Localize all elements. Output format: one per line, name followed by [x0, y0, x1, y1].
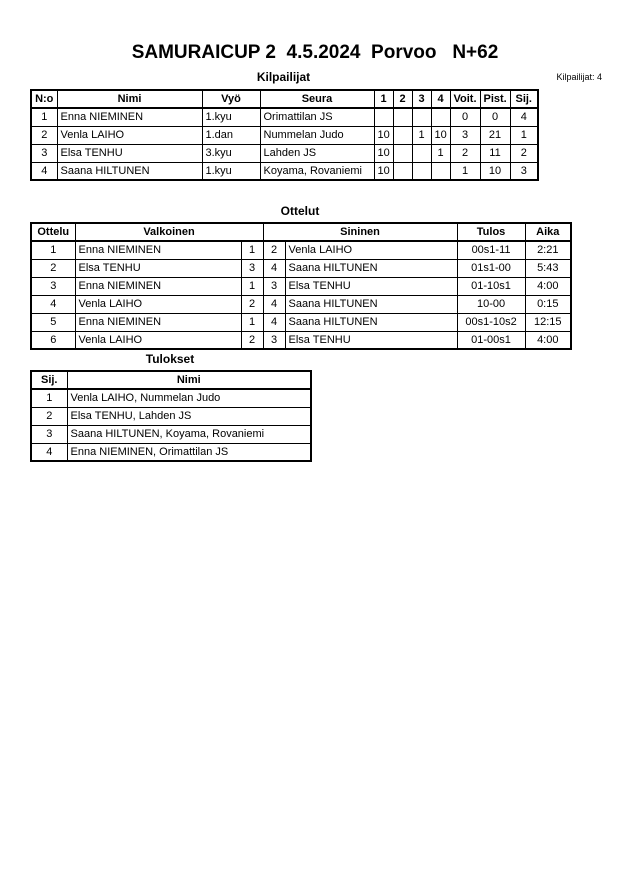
result-row: [31, 443, 311, 461]
competitor-name: Enna NIEMINEN: [57, 108, 202, 126]
result-row: [31, 425, 311, 443]
competitor-club: Nummelan Judo: [260, 126, 374, 144]
competitor-points: 21: [480, 126, 510, 144]
white-player: Enna NIEMINEN: [75, 277, 241, 295]
blue-player: Saana HILTUNEN: [285, 295, 457, 313]
score-vs-4: 1: [431, 144, 450, 162]
competitor-club: Orimattilan JS: [260, 108, 374, 126]
match-no: 1: [31, 241, 75, 259]
match-time: 2:21: [525, 241, 571, 259]
competitors-count: Kilpailijat: 4: [556, 72, 602, 82]
match-time: 4:00: [525, 331, 571, 349]
score-vs-3: [412, 108, 431, 126]
match-result: 01s1-00: [457, 259, 525, 277]
score-vs-1: 10: [374, 162, 393, 180]
competitors-table: [30, 89, 539, 181]
match-time: 0:15: [525, 295, 571, 313]
match-time: 4:00: [525, 277, 571, 295]
col-header-no: N:o: [31, 90, 57, 108]
score-vs-4: 10: [431, 126, 450, 144]
competitor-no: 1: [31, 108, 57, 126]
col-header-opp2: 2: [393, 90, 412, 108]
col-header-name: Nimi: [57, 90, 202, 108]
result-name: Enna NIEMINEN, Orimattilan JS: [67, 443, 311, 461]
col-header-place: Sij.: [31, 371, 67, 389]
col-header-opp3: 3: [412, 90, 431, 108]
match-row: [31, 277, 571, 295]
match-result: 01-10s1: [457, 277, 525, 295]
col-header-match: Ottelu: [31, 223, 75, 241]
result-place: 3: [31, 425, 67, 443]
result-place: 4: [31, 443, 67, 461]
competitor-points: 0: [480, 108, 510, 126]
col-header-name: Nimi: [67, 371, 311, 389]
match-no: 3: [31, 277, 75, 295]
col-header-club: Seura: [260, 90, 374, 108]
score-vs-1: 10: [374, 144, 393, 162]
competitor-club: Lahden JS: [260, 144, 374, 162]
competitor-row: [31, 144, 538, 162]
match-no: 4: [31, 295, 75, 313]
result-row: [31, 407, 311, 425]
result-name: Elsa TENHU, Lahden JS: [67, 407, 311, 425]
match-row: [31, 241, 571, 259]
competitor-row: [31, 162, 538, 180]
result-place: 1: [31, 389, 67, 407]
col-header-white: Valkoinen: [75, 223, 263, 241]
match-no: 2: [31, 259, 75, 277]
white-player: Enna NIEMINEN: [75, 241, 241, 259]
blue-player: Saana HILTUNEN: [285, 313, 457, 331]
col-header-opp1: 1: [374, 90, 393, 108]
blue-player-no: 3: [263, 331, 285, 349]
match-result: 01-00s1: [457, 331, 525, 349]
competitor-wins: 0: [450, 108, 480, 126]
match-result: 00s1-10s2: [457, 313, 525, 331]
white-player: Elsa TENHU: [75, 259, 241, 277]
score-vs-1: [374, 108, 393, 126]
score-vs-3: [412, 162, 431, 180]
competitor-place: 3: [510, 162, 538, 180]
competitor-wins: 2: [450, 144, 480, 162]
result-name: Saana HILTUNEN, Koyama, Rovaniemi: [67, 425, 311, 443]
competitor-name: Saana HILTUNEN: [57, 162, 202, 180]
col-header-points: Pist.: [480, 90, 510, 108]
competitor-belt: 1.kyu: [202, 162, 260, 180]
competitor-row: [31, 126, 538, 144]
result-row: [31, 389, 311, 407]
blue-player-no: 4: [263, 313, 285, 331]
white-player-no: 3: [241, 259, 263, 277]
competitor-no: 4: [31, 162, 57, 180]
blue-player: Saana HILTUNEN: [285, 259, 457, 277]
blue-player-no: 3: [263, 277, 285, 295]
competitor-place: 2: [510, 144, 538, 162]
score-vs-4: [431, 108, 450, 126]
competitor-points: 11: [480, 144, 510, 162]
col-header-time: Aika: [525, 223, 571, 241]
score-vs-3: [412, 144, 431, 162]
match-row: [31, 259, 571, 277]
matches-table: [30, 222, 572, 350]
competitor-wins: 3: [450, 126, 480, 144]
match-result: 10-00: [457, 295, 525, 313]
blue-player-no: 4: [263, 259, 285, 277]
score-vs-1: 10: [374, 126, 393, 144]
results-table: [30, 370, 312, 462]
white-player: Venla LAIHO: [75, 295, 241, 313]
matches-header-row: [31, 223, 571, 241]
col-header-blue: Sininen: [263, 223, 457, 241]
competitors-header-row: [31, 90, 538, 108]
score-vs-2: [393, 126, 412, 144]
competitor-place: 1: [510, 126, 538, 144]
blue-player: Elsa TENHU: [285, 277, 457, 295]
competitor-wins: 1: [450, 162, 480, 180]
competitor-name: Elsa TENHU: [57, 144, 202, 162]
competitor-club: Koyama, Rovaniemi: [260, 162, 374, 180]
competitor-no: 2: [31, 126, 57, 144]
results-section-title: Tulokset: [145, 352, 195, 366]
result-name: Venla LAIHO, Nummelan Judo: [67, 389, 311, 407]
competitor-points: 10: [480, 162, 510, 180]
page-title: SAMURAICUP 2 4.5.2024 Porvoo N+62: [131, 42, 499, 63]
match-row: [31, 313, 571, 331]
white-player-no: 1: [241, 277, 263, 295]
match-result: 00s1-11: [457, 241, 525, 259]
score-vs-2: [393, 108, 412, 126]
col-header-result: Tulos: [457, 223, 525, 241]
match-no: 6: [31, 331, 75, 349]
col-header-wins: Voit.: [450, 90, 480, 108]
competitor-name: Venla LAIHO: [57, 126, 202, 144]
white-player-no: 1: [241, 241, 263, 259]
match-row: [31, 331, 571, 349]
match-no: 5: [31, 313, 75, 331]
match-time: 5:43: [525, 259, 571, 277]
competitor-row: [31, 108, 538, 126]
competitors-section-title: Kilpailijat: [256, 70, 311, 84]
competitor-belt: 3.kyu: [202, 144, 260, 162]
white-player-no: 2: [241, 295, 263, 313]
matches-section-title: Ottelut: [280, 204, 320, 218]
score-vs-2: [393, 162, 412, 180]
score-vs-2: [393, 144, 412, 162]
col-header-opp4: 4: [431, 90, 450, 108]
score-vs-4: [431, 162, 450, 180]
competitor-place: 4: [510, 108, 538, 126]
competitor-belt: 1.dan: [202, 126, 260, 144]
white-player: Enna NIEMINEN: [75, 313, 241, 331]
competitor-belt: 1.kyu: [202, 108, 260, 126]
col-header-place: Sij.: [510, 90, 538, 108]
white-player-no: 2: [241, 331, 263, 349]
blue-player: Venla LAIHO: [285, 241, 457, 259]
white-player: Venla LAIHO: [75, 331, 241, 349]
blue-player: Elsa TENHU: [285, 331, 457, 349]
score-vs-3: 1: [412, 126, 431, 144]
results-header-row: [31, 371, 311, 389]
result-place: 2: [31, 407, 67, 425]
white-player-no: 1: [241, 313, 263, 331]
match-time: 12:15: [525, 313, 571, 331]
col-header-belt: Vyö: [202, 90, 260, 108]
blue-player-no: 4: [263, 295, 285, 313]
blue-player-no: 2: [263, 241, 285, 259]
competitor-no: 3: [31, 144, 57, 162]
match-row: [31, 295, 571, 313]
